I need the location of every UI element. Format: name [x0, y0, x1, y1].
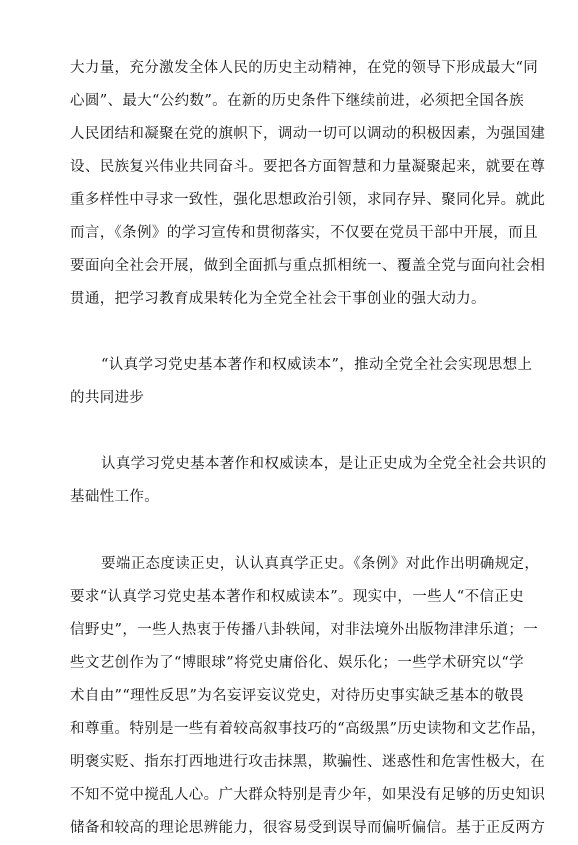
text-line: 基础性工作。	[70, 489, 160, 505]
text-line: 和尊重。特别是一些有着较高叙事技巧的“高级黑”历史读物和文艺作品，	[70, 721, 546, 737]
text-line: 些文艺创作为了“博眼球”将党史庸俗化、娱乐化；一些学术研究以“学	[70, 655, 524, 671]
text-line: 重多样性中寻求一致性，强化思想政治引领，求同存异、聚同化异。就此	[70, 192, 546, 208]
paragraph-body	[70, 548, 546, 845]
text-line: 储备和较高的理论思辨能力，很容易受到误导而偏听偏信。基于正反两方	[70, 820, 546, 836]
document-page	[70, 52, 547, 845]
section-heading	[70, 349, 533, 415]
text-line: 术自由”“理性反思”为名妄评妄议党史，对待历史事实缺乏基本的敬畏	[70, 688, 524, 704]
text-line: 设、民族复兴伟业共同奋斗。要把各方面智慧和力量凝聚起来，就要在尊	[70, 159, 546, 175]
text-line: 信野史”，一些人热衷于传播八卦轶闻，对非法境外出版物津津乐道；一	[70, 622, 539, 638]
text-line: 要面向全社会开展，做到全面抓与重点抓相统一、覆盖全党与面向社会相	[70, 258, 546, 274]
text-line: 要端正态度读正史，认认真真学正史。《条例》对此作出明确规定，	[101, 556, 540, 572]
text-line: 大力量，充分激发全体人民的历史主动精神，在党的领导下形成最大“同	[70, 60, 539, 76]
text-line: 而言，《条例》的学习宣传和贯彻落实，不仅要在党员干部中开展，而且	[70, 225, 538, 241]
text-line: 要求“认真学习党史基本著作和权威读本”。现实中，一些人“不信正史	[70, 589, 524, 605]
text-line: 心圆”、最大“公约数”。在新的历史条件下继续前进，必须把全国各族	[70, 93, 524, 109]
text-line: 不知不觉中搅乱人心。广大群众特别是青少年，如果没有足够的历史知识	[70, 787, 546, 803]
text-line: 认真学习党史基本著作和权威读本，是让正史成为全党全社会共识的	[101, 456, 547, 472]
paragraph-intro	[70, 448, 547, 514]
paragraph-continuation	[70, 52, 546, 316]
text-line: 人民团结和凝聚在党的旗帜下，调动一切可以调动的积极因素，为强国建	[70, 126, 546, 142]
text-line: 明褒实贬、指东打西地进行攻击抹黑，欺骗性、迷惑性和危害性极大，在	[70, 754, 546, 770]
text-line: “认真学习党史基本著作和权威读本”，推动全党全社会实现思想上	[101, 357, 533, 373]
text-line: 贯通，把学习教育成果转化为全党全社会干事创业的强大动力。	[70, 291, 486, 307]
text-line: 的共同进步	[70, 390, 145, 406]
